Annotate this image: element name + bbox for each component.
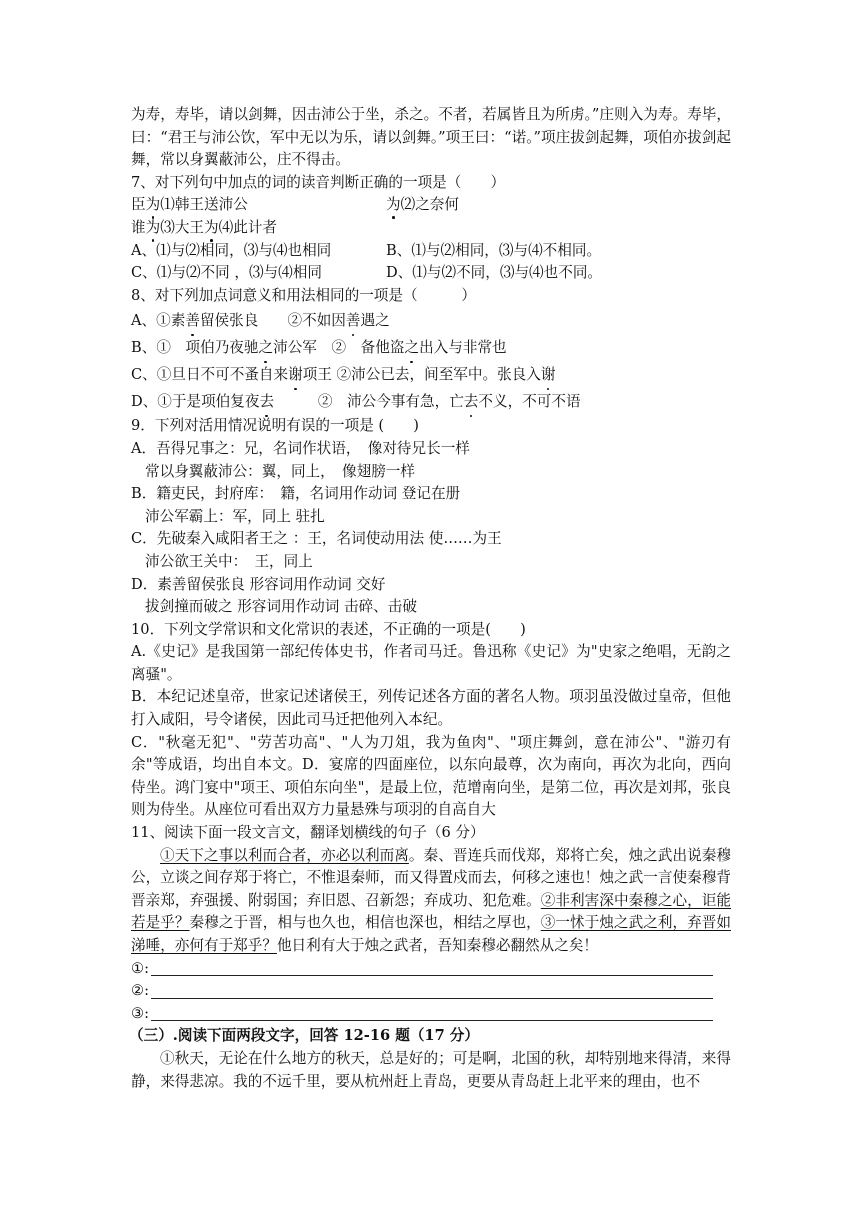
q10-stem: 10．下列文学常识和文化常识的表述，不正确的一项是( ) xyxy=(131,620,526,638)
q8-c-mid: 项王 ②沛公已去，间至军中。张良入 xyxy=(302,366,541,384)
q7-option-a: A、⑴与⑵相同，⑶与⑷也相同 xyxy=(131,241,332,259)
q8-a-pre: A、①素 xyxy=(131,312,186,330)
q10-option-d: D．宴席的四面座位，以东向最尊，次为南向，再次为北向，西向侍坐。鸿门宴中"项王、项伯东向坐"，是最上位，范增南向坐，是第二位，再次是刘邦，张良则为侍坐。从座位可看出双方力量悬殊与项羽的自高自大 xyxy=(131,756,731,819)
q11-blank-line-2[interactable] xyxy=(151,998,713,999)
q8-stem: 8、对下列加点词意义和用法相同的一项是（ ） xyxy=(131,286,476,304)
q8-b-dotted-2: 之 xyxy=(404,334,419,361)
q8-a-mid: 留侯张良 ②不如因 xyxy=(199,312,346,330)
q7-option-b: B、⑴与⑵相同，⑶与⑷不相同。 xyxy=(386,241,602,259)
q9-line-a2: 常以身翼蔽沛公：翼，同上， 像翅膀一样 xyxy=(145,462,415,480)
q7-s1-dotted-word: 为 xyxy=(146,194,161,217)
q7-s3-post: ⑷此计者 xyxy=(218,218,278,236)
q11-text-1: 。秦、晋连兵而伐郑，郑将亡矣，烛之武出说秦穆公，立谈之间存郑于将亡，不惟退秦师，而又得置戍而去，何移之速也！烛之武一言使秦穆背晋亲郑，弃强援、附弱国；弃旧恩、召新怨；弃成功、犯危难。 xyxy=(131,846,731,909)
q7-stem: 7、对下列句中加点的词的读音判断正确的一项是（ ） xyxy=(131,173,506,191)
q10-option-a: A.《史记》是我国第一部纪传体史书，作者司马迁。鲁迅称《史记》为"史家之绝唱，无韵之离骚"。 xyxy=(131,643,731,683)
q9-line-d1: D．素善留侯张良 形容词用作动词 交好 xyxy=(131,575,386,593)
q7-options-cd xyxy=(131,262,731,285)
q11-passage xyxy=(131,845,731,958)
q11-blank-label-2: ②: xyxy=(131,982,149,1000)
q7-options-ab xyxy=(131,240,731,263)
q8-d-dotted-2: 去 xyxy=(464,388,479,415)
q7-sentence-1 xyxy=(131,194,386,217)
q11-underlined-2: ②非利害深中秦穆之心，讵能若是乎？ xyxy=(131,891,731,932)
q7-sentence-2 xyxy=(386,194,731,217)
q11-text-2: 秦穆之于晋，相与也久也，相信也深也，相结之厚也， xyxy=(189,914,541,932)
q11-underlined-3: ③一怵于烛之武之利，弃晋如涕唾，亦何有于郑乎？ xyxy=(131,914,731,954)
q8-d-pre: D、①于是项伯复夜 xyxy=(131,393,260,411)
q7-option-c: C、⑴与⑵不同 ，⑶与⑷相同 xyxy=(131,264,322,282)
q8-b-post: 出入与非常也 xyxy=(419,339,507,357)
q8-a-post: 遇之 xyxy=(360,312,390,330)
q7-s3-dotted-word-1: 为 xyxy=(146,217,161,240)
q9-line-b1: B．籍吏民，封府库： 籍，名词用作动词 登记在册 xyxy=(131,485,461,503)
q10-option-b: B．本纪记述皇帝，世家记述诸侯王，列传记述各方面的著名人物。项羽虽没做过皇帝，但他打入咸阳，号令诸侯，因此司马迁把他列入本纪。 xyxy=(131,688,731,729)
q8-d-dotted-1: 去 xyxy=(259,388,274,415)
q7-s2-post: ⑵之奈何 xyxy=(400,196,459,214)
q9-line-c2: 沛公欲王关中： 王，同上 xyxy=(145,552,313,570)
q7-s3-mid: ⑶大王 xyxy=(160,218,205,236)
q8-a-dotted-1: 善 xyxy=(185,307,200,334)
q11-text-3: 他日利有大于烛之武者，吾知秦穆必翻然从之矣！ xyxy=(276,937,599,954)
q9-line-d2: 拔剑撞而破之 形容词用作动词 击碎、击破 xyxy=(145,598,417,616)
q11-answer-blank-1[interactable] xyxy=(131,958,731,981)
section3-heading: （三）.阅读下面两段文字，回答 12-16 题（17 分） xyxy=(129,1027,479,1045)
q8-option-c xyxy=(131,361,731,388)
q8-option-a xyxy=(131,307,731,334)
q8-option-d xyxy=(131,388,731,415)
q8-d-post: 不义，不可不语 xyxy=(478,393,581,411)
q9-line-b2: 沛公军霸上：军，同上 驻扎 xyxy=(145,507,325,525)
q10-options-cd xyxy=(131,732,731,822)
q10-option-c: C．"秋毫无犯"、"劳苦功高"、"人为刀俎，我为鱼肉"、"项庄舞剑，意在沛公"、"游刃有余"等成语，均出自本文。 xyxy=(131,733,731,774)
q9-line-a1: A．吾得兄事之：兄，名词作状语， 像对待兄长一样 xyxy=(131,439,470,457)
q9-stem: 9．下列对活用情况说明有误的一项是 ( ) xyxy=(131,417,420,435)
q7-s1-post: ⑴韩王送沛公 xyxy=(160,196,248,214)
q11-blank-label-1: ①: xyxy=(131,959,149,977)
q11-answer-blank-2[interactable] xyxy=(131,980,731,1003)
q8-b-dotted-1: 之 xyxy=(258,334,273,361)
q8-c-dotted-2: 谢 xyxy=(541,361,556,388)
q11-answer-blank-3[interactable] xyxy=(131,1003,731,1026)
q11-blank-label-3: ③: xyxy=(131,1004,149,1022)
q7-option-d: D、⑴与⑵不同，⑶与⑷也不同。 xyxy=(386,264,603,282)
section3-paragraph-1: ①秋天，无论在什么地方的秋天，总是好的；可是啊，北国的秋，却特别地来得清，来得静，来得悲凉。我的不远千里，要从杭州赶上青岛，更要从青岛赶上北平来的理由，也不 xyxy=(131,1049,731,1090)
q7-s1-pre: 臣 xyxy=(131,196,146,214)
intro-paragraph: 为寿，寿毕，请以剑舞，因击沛公于坐，杀之。不者，若属皆且为所虏。”庄则入为寿。寿毕，曰：“君王与沛公饮，军中无以为乐，请以剑舞。”项王曰：“诺。”项庄拔剑起舞，项伯亦拔剑起舞，常以身翼蔽沛公，庄不得击。 xyxy=(131,106,731,169)
q8-option-b xyxy=(131,334,731,361)
q11-stem: 11、阅读下面一段文言文，翻译划横线的句子（6 分） xyxy=(131,824,485,842)
q7-s2-dotted-word: 为 xyxy=(386,194,401,217)
q8-a-dotted-2: 善 xyxy=(346,307,361,334)
q8-c-pre: C、①旦日不可不蚤自来 xyxy=(131,366,289,384)
document-body xyxy=(131,104,731,1093)
q11-blank-line-1[interactable] xyxy=(151,975,713,976)
q7-s3-dotted-word-2: 为 xyxy=(204,217,219,240)
q8-c-dotted-1: 谢 xyxy=(288,361,303,388)
q8-b-pre: B、① 项伯乃夜驰 xyxy=(131,339,259,357)
q8-b-mid: 沛公军 ② 备他盗 xyxy=(273,339,405,357)
q8-d-mid: ② 沛公今事有急，亡 xyxy=(274,393,464,411)
q7-sentence-3 xyxy=(131,217,731,240)
q11-blank-line-3[interactable] xyxy=(151,1020,713,1021)
q7-s3-pre: 谁 xyxy=(131,218,146,236)
q7-sentences-row1 xyxy=(131,194,731,217)
q9-line-c1: C．先破秦入咸阳者王之 ：王，名词使动用法 使……为王 xyxy=(131,530,502,548)
q11-underlined-1: ①天下之事以利而合者，亦必以利而离 xyxy=(160,846,409,864)
